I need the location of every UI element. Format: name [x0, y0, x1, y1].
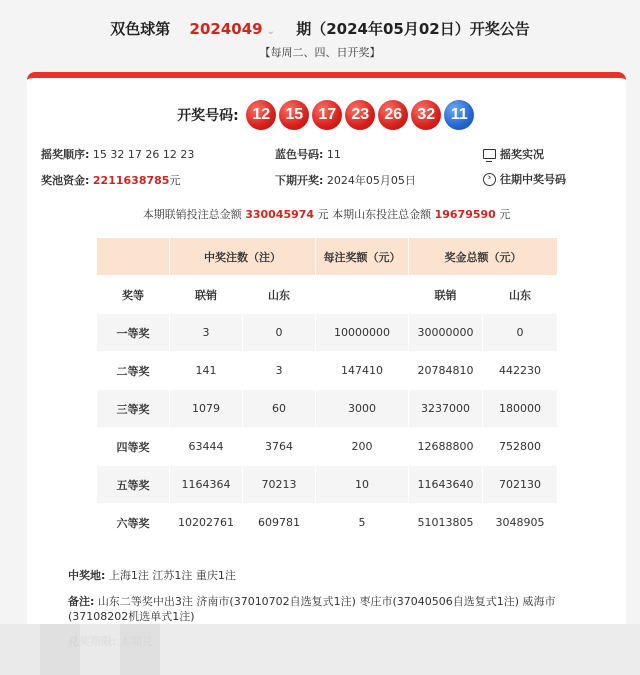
table-row — [97, 504, 558, 542]
live-draw-label[interactable]: 摇奖实况 — [500, 148, 544, 161]
winners-shandong: 60 — [243, 390, 316, 428]
total-national: 12688800 — [409, 428, 483, 466]
prize-level: 五等奖 — [97, 466, 170, 504]
total-shandong: 3048905 — [483, 504, 558, 542]
blue-number — [275, 146, 341, 162]
history-link[interactable] — [483, 171, 566, 187]
live-draw-link[interactable] — [483, 146, 544, 162]
page-header — [0, 0, 640, 72]
remarks-label: 备注: — [68, 595, 95, 608]
blue-number-value: 11 — [326, 148, 341, 161]
winners-national: 10202761 — [170, 504, 243, 542]
prize-table — [96, 237, 558, 542]
total-shandong: 702130 — [483, 466, 558, 504]
national-sales-label: 本期联销投注总金额 — [142, 208, 242, 221]
winner-locations-label: 中奖地: — [68, 569, 106, 582]
blurred-overlay-right — [160, 624, 640, 675]
monitor-icon — [483, 149, 496, 159]
jackpot-value: 2211638785 — [92, 174, 170, 187]
red-ball: 12 — [246, 100, 276, 130]
winners-shandong: 3764 — [243, 428, 316, 466]
winning-numbers-label: 开奖号码: — [177, 108, 239, 124]
remarks — [68, 594, 588, 624]
red-ball: 26 — [378, 100, 408, 130]
prize-level: 六等奖 — [97, 504, 170, 542]
winners-national: 1164364 — [170, 466, 243, 504]
subheader-blank — [316, 276, 409, 314]
chevron-down-icon[interactable]: ⌄ — [266, 26, 275, 37]
subheader-national: 联销 — [170, 276, 243, 314]
shandong-sales-unit: 元 — [499, 208, 511, 221]
winning-numbers — [27, 100, 626, 130]
total-national: 30000000 — [409, 314, 483, 352]
red-ball: 17 — [312, 100, 342, 130]
winners-shandong: 70213 — [243, 466, 316, 504]
per-bet-amount: 147410 — [316, 352, 409, 390]
subheader-total-shandong: 山东 — [483, 276, 558, 314]
arrow-right-circle-icon: › — [483, 173, 496, 186]
winners-national: 141 — [170, 352, 243, 390]
subheader-shandong: 山东 — [243, 276, 316, 314]
table-row — [97, 390, 558, 428]
subheader-total-national: 联销 — [409, 276, 483, 314]
table-subheader-row — [97, 276, 558, 314]
game-name: 双色球第 — [110, 20, 171, 38]
header-total: 奖金总额（元） — [409, 238, 558, 276]
blue-ball: 11 — [444, 100, 474, 130]
per-bet-amount: 5 — [316, 504, 409, 542]
jackpot-label: 奖池资金: — [41, 174, 90, 187]
per-bet-amount: 10 — [316, 466, 409, 504]
sales-summary — [27, 206, 626, 222]
draw-schedule: 【每周二、四、日开奖】 — [259, 46, 381, 59]
jackpot-unit: 元 — [169, 174, 181, 187]
issue-suffix: 期（2024年05月02日）开奖公告 — [296, 20, 530, 38]
table-row — [97, 352, 558, 390]
red-ball: 15 — [279, 100, 309, 130]
total-national: 11643640 — [409, 466, 483, 504]
total-shandong: 442230 — [483, 352, 558, 390]
winners-national: 3 — [170, 314, 243, 352]
national-sales-value: 330045974 — [245, 208, 315, 221]
table-row — [97, 466, 558, 504]
draw-order — [41, 146, 194, 162]
draw-order-value: 15 32 17 26 12 23 — [92, 148, 195, 161]
per-bet-amount: 10000000 — [316, 314, 409, 352]
table-row — [97, 428, 558, 466]
shandong-sales-value: 19679590 — [434, 208, 496, 221]
total-national: 20784810 — [409, 352, 483, 390]
remarks-value: 山东二等奖中出3注 济南市(37010702自选复式1注) 枣庄市(37040506自选复式1注) 威海市(37108202机选单式1注) — [68, 595, 556, 623]
per-bet-amount: 3000 — [316, 390, 409, 428]
total-national: 51013805 — [409, 504, 483, 542]
table-row — [97, 314, 558, 352]
history-link-label[interactable]: 往期中奖号码 — [500, 173, 566, 186]
prize-level: 三等奖 — [97, 390, 170, 428]
blue-number-label: 蓝色号码: — [275, 148, 324, 161]
winners-shandong: 609781 — [243, 504, 316, 542]
table-header-row — [97, 238, 558, 276]
jackpot-pool — [41, 172, 180, 188]
prize-level: 四等奖 — [97, 428, 170, 466]
subheader-level: 奖等 — [97, 276, 170, 314]
winners-shandong: 3 — [243, 352, 316, 390]
issue-select[interactable]: 2024049 — [189, 20, 263, 38]
header-per-bet: 每注奖额（元） — [316, 238, 409, 276]
next-draw-value: 2024年05月05日 — [326, 174, 416, 187]
total-national: 3237000 — [409, 390, 483, 428]
winners-national: 63444 — [170, 428, 243, 466]
winner-locations-value: 上海1注 江苏1注 重庆1注 — [108, 569, 236, 582]
winners-national: 1079 — [170, 390, 243, 428]
next-draw — [275, 172, 416, 188]
total-shandong: 180000 — [483, 390, 558, 428]
red-ball: 32 — [411, 100, 441, 130]
next-draw-label: 下期开奖: — [275, 174, 324, 187]
national-sales-unit: 元 本期山东投注总金额 — [317, 208, 432, 221]
result-card — [27, 72, 626, 675]
prize-level: 二等奖 — [97, 352, 170, 390]
draw-order-label: 摇奖顺序: — [41, 148, 90, 161]
total-shandong: 0 — [483, 314, 558, 352]
header-winners: 中奖注数（注） — [170, 238, 316, 276]
winner-locations — [68, 568, 588, 583]
table-header-blank — [97, 238, 170, 276]
per-bet-amount: 200 — [316, 428, 409, 466]
page-title — [0, 18, 640, 39]
total-shandong: 752800 — [483, 428, 558, 466]
red-ball: 23 — [345, 100, 375, 130]
prize-level: 一等奖 — [97, 314, 170, 352]
winners-shandong: 0 — [243, 314, 316, 352]
